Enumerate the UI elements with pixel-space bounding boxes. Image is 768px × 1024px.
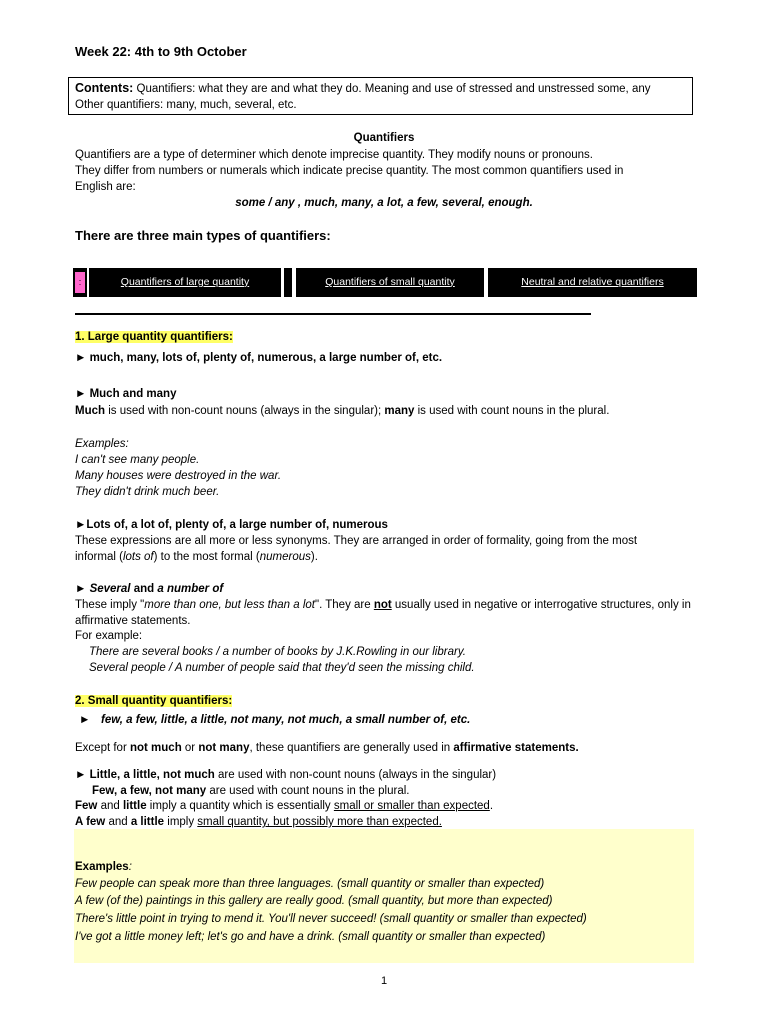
few-line: Few, a few, not many are used with count nouns in the plural.	[92, 785, 410, 797]
contents-line-1: Quantifiers: what they are and what they do. Meaning and use of stressed and unstressed some, any	[133, 83, 651, 95]
section1-list: ► much, many, lots of, plenty of, numerous, a large number of, etc.	[75, 352, 443, 364]
tab-large-quantity[interactable]: Quantifiers of large quantity	[89, 268, 281, 297]
several-heading: ► Several and a number of	[75, 583, 224, 595]
section1-heading: 1. Large quantity quantifiers:	[75, 331, 233, 343]
page-number: 1	[380, 975, 388, 987]
tab-small-quantity[interactable]: Quantifiers of small quantity	[296, 268, 484, 297]
several-paragraph-2: affirmative statements.	[75, 615, 191, 627]
small-example-4: I've got a little money left; let's go and have a drink. (small quantity or smaller than expected)	[75, 931, 546, 943]
several-example-2: Several people / A number of people said that they'd seen the missing child.	[89, 662, 475, 674]
tab-divider	[284, 268, 292, 297]
section2-heading: 2. Small quantity quantifiers:	[75, 695, 233, 707]
tab-marker-label: :	[75, 272, 85, 293]
contents-box	[68, 77, 693, 115]
separator-line	[75, 313, 591, 315]
section2-list-arrow: ►	[79, 714, 91, 726]
section2-list: few, a few, little, a little, not many, not much, a small number of, etc.	[101, 714, 471, 726]
lots-of-paragraph-1: These expressions are all more or less synonyms. They are arranged in order of formality, going from the most	[75, 535, 638, 547]
contents-line-2: Other quantifiers: many, much, several, etc.	[75, 99, 297, 111]
intro-paragraph-2b: English are:	[75, 181, 136, 193]
small-example-3: There's little point in trying to mend it. You'll never succeed! (small quantity or smaller than expected)	[75, 913, 587, 925]
intro-paragraph-1: Quantifiers are a type of determiner which denote imprecise quantity. They modify nouns or pronouns.	[75, 149, 593, 161]
example-3: They didn't drink much beer.	[75, 486, 220, 498]
examples-label: Examples:	[75, 438, 129, 450]
contents-label: Contents:	[75, 81, 134, 95]
quantifiers-heading: Quantifiers	[353, 132, 415, 144]
lots-of-paragraph-2: informal (lots of) to the most formal (numerous).	[75, 551, 318, 563]
types-heading: There are three main types of quantifiers:	[75, 228, 331, 243]
except-paragraph: Except for not much or not many, these quantifiers are generally used in affirmative statements.	[75, 742, 579, 754]
lots-of-heading: ►Lots of, a lot of, plenty of, a large number of, numerous	[75, 519, 388, 531]
example-2: Many houses were destroyed in the war.	[75, 470, 282, 482]
examples-box-label: Examples:	[75, 861, 132, 873]
small-example-1: Few people can speak more than three languages. (small quantity or smaller than expected)	[75, 878, 545, 890]
common-quantifiers-list: some / any , much, many, a lot, a few, several, enough.	[235, 197, 533, 209]
intro-paragraph-2a: They differ from numbers or numerals which indicate precise quantity. The most common quantifiers used in	[75, 165, 624, 177]
several-example-1: There are several books / a number of books by J.K.Rowling in our library.	[89, 646, 466, 658]
little-line: ► Little, a little, not much are used with non-count nouns (always in the singular)	[75, 769, 497, 781]
example-1: I can't see many people.	[75, 454, 200, 466]
a-few-a-little-imply-line: A few and a little imply small quantity, but possibly more than expected.	[75, 816, 442, 828]
much-many-text: Much is used with non-count nouns (always in the singular); many is used with count nouns in the plural.	[75, 405, 610, 417]
tab-neutral-relative[interactable]: Neutral and relative quantifiers	[488, 268, 697, 297]
page-title: Week 22: 4th to 9th October	[75, 44, 247, 59]
several-paragraph-1: These imply "more than one, but less than a lot". They are not usually used in negative or interrogative structures, only in	[75, 599, 691, 611]
for-example-label: For example:	[75, 630, 143, 642]
tab-marker[interactable]	[73, 268, 87, 297]
few-little-imply-line: Few and little imply a quantity which is essentially small or smaller than expected.	[75, 800, 494, 812]
much-many-heading: ► Much and many	[75, 388, 177, 400]
small-example-2: A few (of the) paintings in this gallery are really good. (small quantity, but more than expected)	[75, 895, 553, 907]
